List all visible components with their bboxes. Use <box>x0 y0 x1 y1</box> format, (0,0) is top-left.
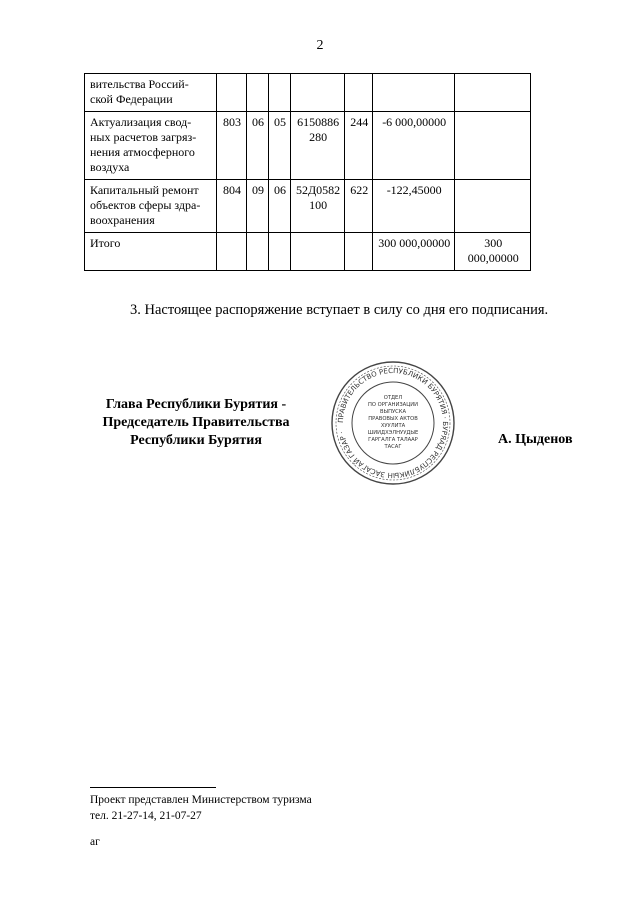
table-cell <box>345 233 373 271</box>
official-seal-stamp <box>330 360 456 486</box>
table-cell: 06 <box>247 112 269 180</box>
table-cell <box>217 74 247 112</box>
budget-table <box>84 73 531 271</box>
table-cell: 804 <box>217 180 247 233</box>
seal-inner-line: ПО ОРГАНИЗАЦИИ <box>367 402 419 408</box>
table-cell: 622 <box>345 180 373 233</box>
seal-inner-line: ОТДЕЛ <box>383 395 403 401</box>
table-cell: 244 <box>345 112 373 180</box>
table-cell <box>269 233 291 271</box>
cell-item-name-line: воохранения <box>90 213 155 227</box>
footnote-divider <box>90 787 216 788</box>
table-cell <box>345 74 373 112</box>
seal-inner-line: ХУУЛИТА <box>380 423 406 429</box>
table-cell: 05 <box>269 112 291 180</box>
table-cell: 06 <box>269 180 291 233</box>
cell-item-name-line: воздуха <box>90 160 130 174</box>
seal-inner-line: ГАРГАЛГА ТАЛААР <box>368 437 418 443</box>
table-cell <box>247 233 269 271</box>
table-cell <box>291 233 345 271</box>
cell-item-name-line: нения атмосферного <box>90 145 195 159</box>
table-cell: -122,45000 <box>373 180 455 233</box>
table-cell <box>247 74 269 112</box>
seal-inner-line: ВЫПУСКА <box>379 409 407 415</box>
footnote-submitted-by: Проект представлен Министерством туризма <box>90 794 312 806</box>
table-cell <box>455 112 531 180</box>
signer-title-line: Республики Бурятия <box>130 433 262 448</box>
table-cell: 300 000,00000 <box>455 233 531 271</box>
cell-item-name <box>85 180 217 233</box>
seal-ring-text: ПРАВИТЕЛЬСТВО РЕСПУБЛИКИ БУРЯТИЯ · БУРЯАД РЕСПУБЛИКЫН ЗАСАГАЙ ГАЗАР · <box>336 366 450 480</box>
cell-item-name <box>85 74 217 112</box>
table-cell: 803 <box>217 112 247 180</box>
cell-item-name-line: ской Федерации <box>90 92 173 106</box>
table-row <box>85 74 531 112</box>
table-cell <box>269 74 291 112</box>
seal-inner-line: ПРАВОВЫХ АКТОВ <box>368 416 418 422</box>
table-cell <box>373 74 455 112</box>
table-cell: -6 000,00000 <box>373 112 455 180</box>
table-cell <box>217 233 247 271</box>
table-cell: 09 <box>247 180 269 233</box>
cell-item-name-line: Итого <box>90 236 121 250</box>
table-cell: 6150886 280 <box>291 112 345 180</box>
table-cell <box>291 74 345 112</box>
cell-item-name-line: объектов сферы здра- <box>90 198 201 212</box>
footnote <box>90 792 312 824</box>
decree-effective-clause: 3. Настоящее распоряжение вступает в силу со дня его подписания. <box>130 302 549 318</box>
footnote-phone: тел. 21-27-14, 21-07-27 <box>90 810 202 822</box>
table-row <box>85 180 531 233</box>
table-cell <box>455 74 531 112</box>
page-number: 2 <box>316 38 324 53</box>
table-cell: 52Д0582 100 <box>291 180 345 233</box>
table-row <box>85 112 531 180</box>
seal-inner-line: ТАСАГ <box>384 444 402 450</box>
signer-title <box>86 396 306 450</box>
signer-name: А. Цыденов <box>498 432 573 447</box>
executor-initials: аг <box>90 836 100 848</box>
signer-title-line: Глава Республики Бурятия - <box>105 397 287 412</box>
cell-item-name-line: вительства Россий- <box>90 77 189 91</box>
signer-title-line: Председатель Правительства <box>102 415 290 430</box>
cell-item-name <box>85 112 217 180</box>
cell-item-name-line: Капитальный ремонт <box>90 183 199 197</box>
table-cell: 300 000,00000 <box>373 233 455 271</box>
cell-item-name-line: ных расчетов загряз- <box>90 130 197 144</box>
table-cell <box>455 180 531 233</box>
cell-item-name <box>85 233 217 271</box>
table-row <box>85 233 531 271</box>
cell-item-name-line: Актуализация свод- <box>90 115 192 129</box>
seal-inner-line: ШИИДХЭЛНУУДЫЕ <box>367 430 419 436</box>
